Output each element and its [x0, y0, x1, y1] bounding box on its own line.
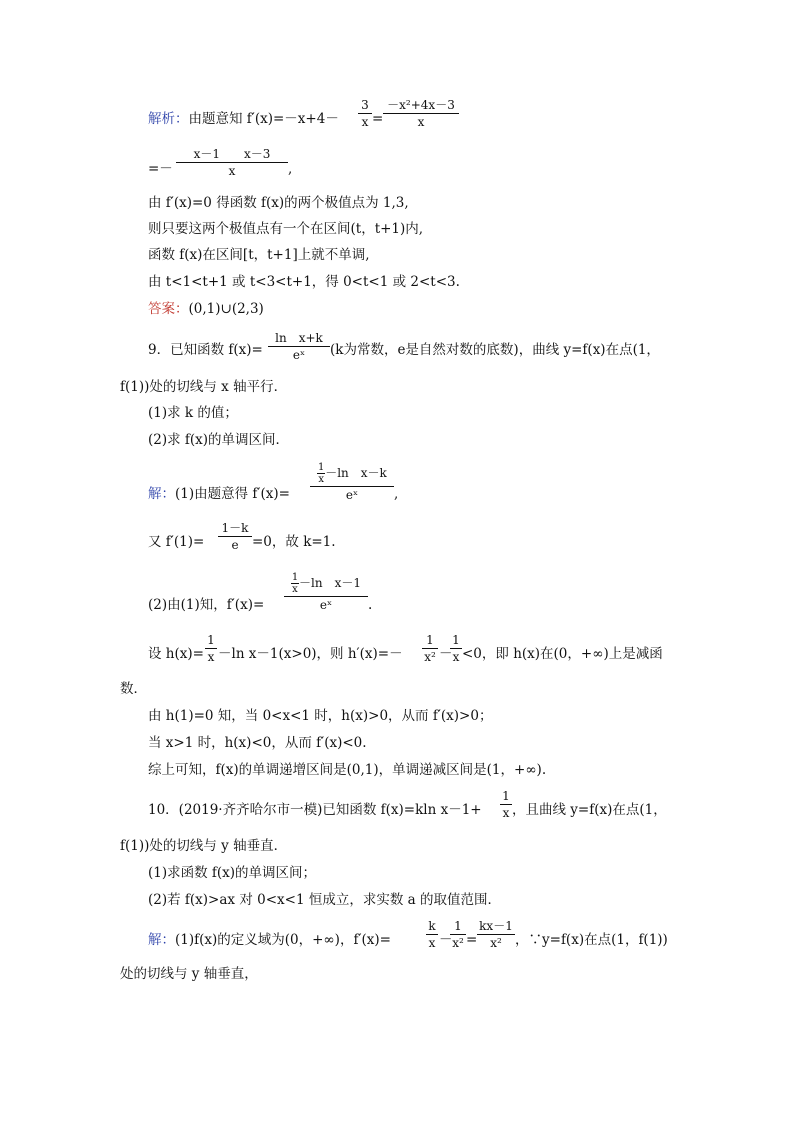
solution-label: 解： [148, 932, 175, 948]
sol8-line3: 由 f′(x)=0 得函数 f(x)的两个极值点为 1,3, [148, 195, 409, 211]
fraction: 1 x [500, 789, 512, 820]
fraction: x－1 x－3 x [176, 147, 288, 178]
fraction: 1－k e [218, 521, 252, 552]
q9-line1: 9．已知函数 f(x)= [148, 342, 263, 358]
answer-line [148, 300, 264, 318]
fraction: －x²+4x－3 x [383, 98, 459, 129]
sol8-line2: =－ [148, 161, 173, 177]
fraction: k x [426, 919, 438, 950]
sol9-line4: 设 h(x)= [148, 646, 204, 662]
sol8-line5: 函数 f(x)在区间[t，t+1]上就不单调, [148, 247, 370, 263]
fraction: 1 x [205, 633, 217, 664]
fraction: $\frac{1}{x}$ －ln x－k eˣ [310, 462, 394, 502]
q10-line2: f(1))处的切线与 y 轴垂直． [120, 838, 288, 854]
sol9-line3: (2)由(1)知，f′(x)= [148, 597, 265, 613]
fraction: ln x+k eˣ [268, 331, 330, 362]
q10-line1: 10．(2019·齐齐哈尔市一模)已知函数 f(x)=kln x－1+ [148, 802, 482, 818]
fraction: 1 x [450, 633, 462, 664]
sol8-line4: 则只要这两个极值点有一个在区间(t，t+1)内, [148, 221, 424, 237]
equals: = [372, 111, 384, 127]
q9-part2: (2)求 f(x)的单调区间． [148, 432, 290, 448]
answer-value: (0,1)∪(2,3) [188, 301, 264, 317]
sol8-line6: 由 t<1<t+1 或 t<3<t+1，得 0<t<1 或 2<t<3. [148, 274, 460, 290]
answer-label: 答案： [148, 301, 189, 317]
fraction: $\frac{1}{x}$ －ln x－1 eˣ [284, 572, 368, 612]
q10-part2: (2)若 f(x)>ax 对 0<x<1 恒成立，求实数 a 的取值范围． [148, 892, 501, 908]
sol10-line2: 处的切线与 y 轴垂直， [120, 966, 258, 982]
sol9-line4b: 数． [120, 681, 147, 697]
sol10-line1: 解：(1)f(x)的定义域为(0，+∞)，f′(x)= [148, 932, 391, 948]
sol8-line1: 解析：由题意知 f′(x)=－x+4－ [148, 111, 339, 127]
q10-part1: (1)求函数 f(x)的单调区间； [148, 865, 317, 881]
sol9-line2: 又 f′(1)= [148, 534, 205, 550]
q9-part1: (1)求 k 的值； [148, 405, 238, 421]
sol9-line1: 解：(1)由题意得 f′(x)= [148, 486, 290, 502]
solution-label: 解析： [148, 111, 189, 127]
fraction: kx－1 x² [477, 919, 515, 950]
q9-line2: f(1))处的切线与 x 轴平行． [120, 379, 288, 395]
solution-label: 解： [148, 486, 175, 502]
fraction: 1 x² [422, 633, 438, 664]
sol9-line5: 由 h(1)=0 知，当 0<x<1 时，h(x)>0，从而 f′(x)>0； [148, 708, 493, 724]
sol9-line6: 当 x>1 时，h(x)<0，从而 f′(x)<0. [148, 735, 367, 751]
fraction: 3 x [358, 98, 372, 129]
sol9-line7: 综上可知，f(x)的单调递增区间是(0,1)，单调递减区间是(1，+∞). [148, 762, 547, 778]
fraction: 1 x² [450, 919, 466, 950]
